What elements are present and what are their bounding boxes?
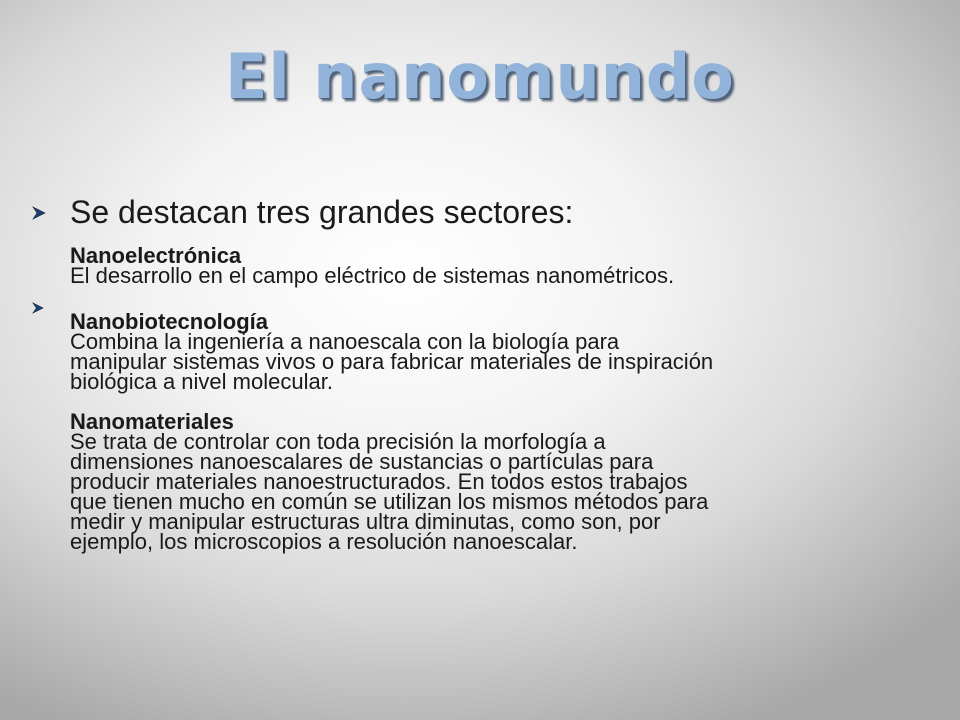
section-nanomateriales bbox=[70, 409, 932, 554]
intro-text: Se destacan tres grandes sectores: bbox=[70, 194, 574, 230]
section-text: Combina la ingeniería a nanoescala con la biología para manipular sistemas vivos o para fabricar materiales de inspiración biológica a nivel molecular. bbox=[70, 329, 714, 394]
section-heading: Nanomateriales bbox=[70, 409, 234, 434]
slide-title: El nanomundo bbox=[225, 40, 735, 113]
intro-bullet-item bbox=[32, 192, 932, 232]
section-heading: Nanoelectrónica bbox=[70, 243, 242, 268]
section-text: El desarrollo en el campo eléctrico de sistemas nanométricos. bbox=[70, 263, 675, 288]
section-nanoelectronica bbox=[70, 243, 932, 288]
section-text: Se trata de controlar con toda precisión la morfología a dimensiones nanoescalares de sustancias o partículas para producir materiales nanoestructurados. En todos estos trabajos que tienen mucho en común se utilizan los mismos métodos para medir y manipular estructuras ultra diminutas, como son, por ejemplo, los microscopios a resolución nanoescalar. bbox=[70, 429, 709, 554]
slide-content bbox=[32, 192, 932, 552]
section-heading: Nanobiotecnología bbox=[70, 309, 268, 334]
arrowhead-bullet-icon bbox=[32, 298, 70, 314]
arrowhead-bullet-icon bbox=[32, 192, 70, 220]
section-nanobiotecnologia bbox=[70, 309, 932, 394]
